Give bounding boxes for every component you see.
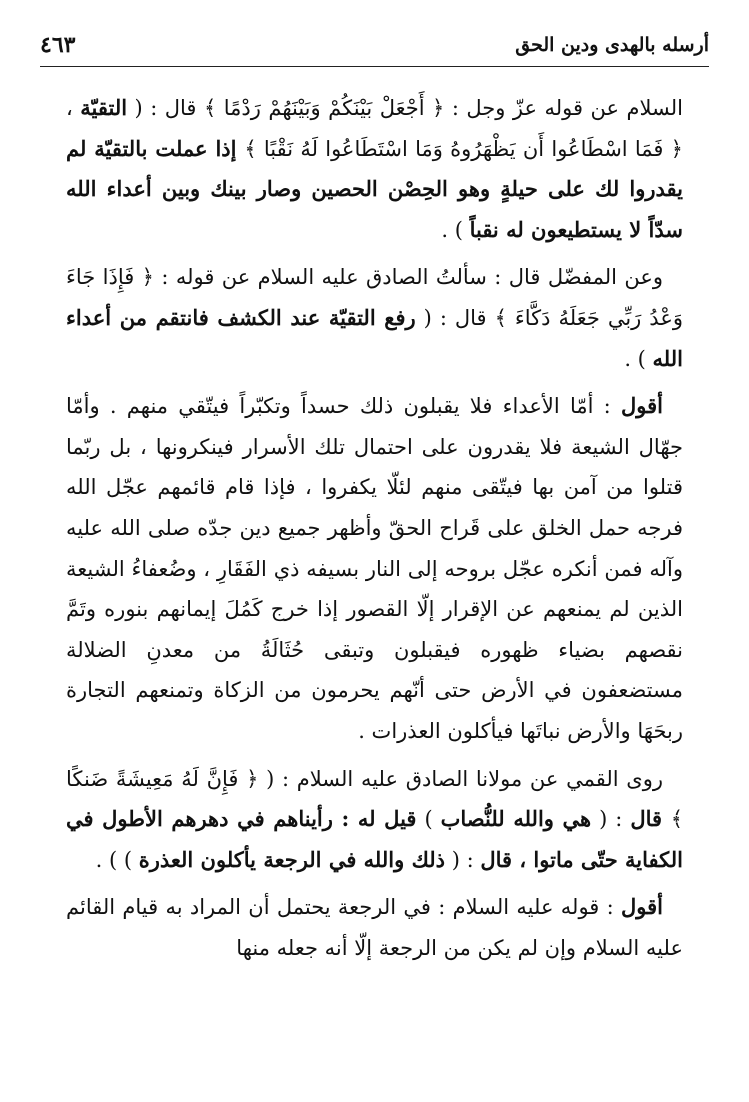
bold-segment: التقيّة bbox=[80, 95, 128, 120]
text-segment: قال : ( bbox=[127, 96, 204, 120]
paragraph bbox=[66, 386, 683, 751]
text-segment: السلام عن قوله عزّ وجل : bbox=[444, 96, 683, 120]
text-segment: روى القمي عن مولانا الصادق عليه السلام : ( bbox=[258, 766, 663, 791]
bold-segment: قال bbox=[630, 806, 671, 832]
text-segment: ) . bbox=[441, 217, 470, 242]
quran-quote: ﴿ فَإِنَّ لَهُ مَعِيشَةً ضَنكًا ﴾ bbox=[66, 766, 684, 832]
bold-segment: أقول bbox=[621, 393, 663, 419]
text-segment: وعن المفضّل قال : سألتُ الصادق عليه السلام عن قوله : bbox=[153, 265, 663, 290]
bold-segment: قيل له : رأيناهم في دهرهم الأطول في الكفاية حتّى ماتوا ، قال bbox=[66, 806, 683, 872]
bold-segment: ذلك والله في الرجعة يأكلون العذرة bbox=[138, 846, 446, 872]
text-segment: قال : ( bbox=[415, 305, 495, 330]
text-segment: ) bbox=[416, 807, 441, 832]
quran-quote: ﴿ فَإِذَا جَاءَ وَعْدُ رَبِّي جَعَلَهُ دَكَّاءَ ﴾ bbox=[66, 265, 683, 330]
bold-segment: هي والله للنُّصاب bbox=[440, 806, 592, 832]
paragraph bbox=[66, 759, 683, 881]
text-segment: ) . bbox=[624, 346, 653, 371]
page-header bbox=[40, 30, 709, 64]
text-segment: : قوله عليه السلام : في الرجعة يحتمل أن المراد به قيام القائم عليه السلام وإن لم يكن من الرجعة إلّا أنه جعله منها bbox=[66, 895, 683, 960]
running-title: أرسله بالهدى ودين الحق bbox=[515, 34, 709, 56]
page-body bbox=[66, 88, 683, 968]
text-segment: ) ) . bbox=[95, 847, 139, 872]
page-number: ٤٦٣ bbox=[40, 32, 76, 58]
text-segment: : ( bbox=[445, 847, 481, 872]
bold-segment: إذا عملت بالتقيّة لم يقدروا لك على حيلةٍ وهو الحِصْن الحصين وصار بينك وبين أعداء الله سدّاً لا يستطيعون له نقباً bbox=[66, 135, 683, 242]
text-segment: ، bbox=[66, 96, 81, 120]
text-segment: : أمّا الأعداء فلا يقبلون ذلك حسداً وتكبّراً فيتّقي منهم . وأمّا جهّال الشيعة فلا يقدرون على احتمال تلك الأسرار فينكرونها ، بل ربّما قتلوا من آمن بها فيتّقى منهم لئلّا يكفروا ، فإذا قام قائمهم عجّل الله فرجه حمل الخلق على قَراح الحقّ وأظهر جميع دين جدّه صلى الله عليه وآله فمن أنكره عجّل بروحه إلى النار بسيفه ذي الفَقَارِ ، وضُعفاءُ الشيعة الذين لم يمنعهم عن الإقرار إلّا القصور إذا خرج كَمُلَ إيمانهم بنوره وتَمَّ نقصهم بضياء ظهوره فيقبلون وتبقى حُثَالَةُ من معدنِ الضلالة مستضعفون في الأرض حتى أنّهم يحرمون من الزكاة وتمنعهم التجارة ربحَهَا والأرض نباتَها فيأكلون العذرات . bbox=[66, 394, 683, 743]
bold-segment: أقول bbox=[621, 894, 663, 920]
text-segment: : ( bbox=[591, 807, 631, 832]
paragraph bbox=[66, 257, 683, 379]
paragraph bbox=[66, 88, 683, 250]
header-rule bbox=[40, 66, 709, 67]
paragraph bbox=[66, 887, 683, 968]
quran-quote: ﴿ فَمَا اسْطَاعُوا أَن يَظْهَرُوهُ وَمَا اسْتَطَاعُوا لَهُ نَقْبًا ﴾ bbox=[244, 136, 683, 161]
quran-quote: ﴿ أَجْعَلْ بَيْنَكُمْ وَبَيْنَهُمْ رَدْمًا ﴾ bbox=[203, 96, 445, 120]
bold-segment: رفع التقيّة عند الكشف فانتقم من أعداء الله bbox=[66, 304, 683, 371]
